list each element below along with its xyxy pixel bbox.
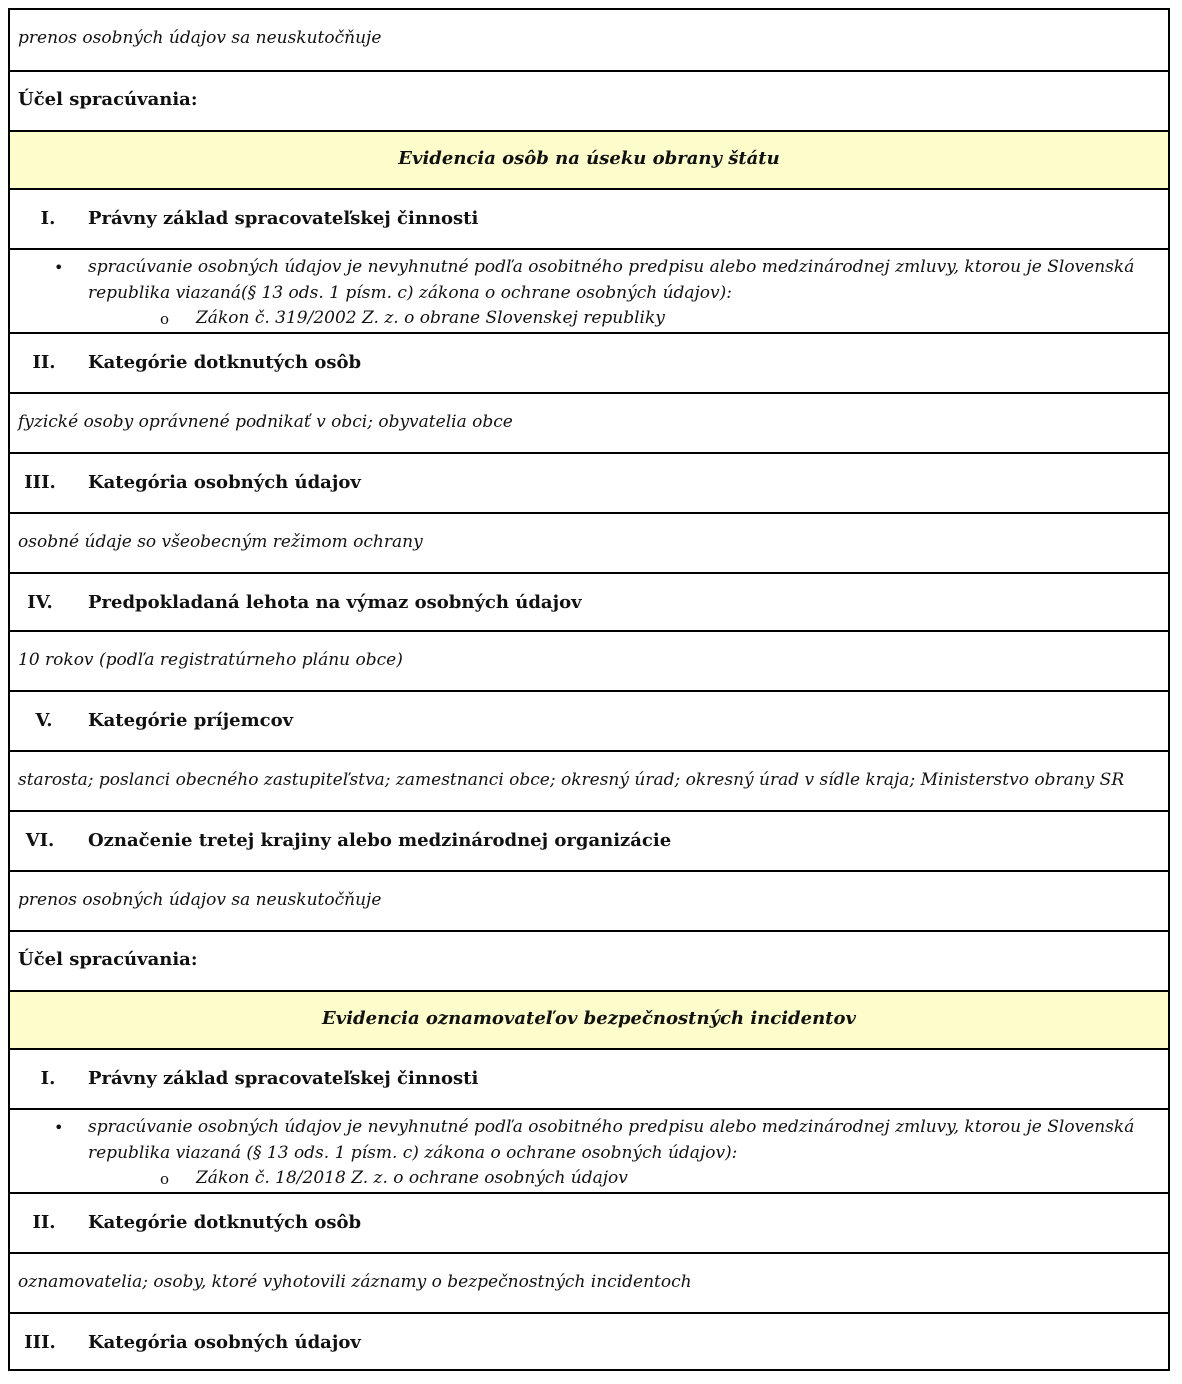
table-row [10,630,1168,690]
purpose-title: Evidencia osôb na úseku obrany štátu [398,148,780,169]
section-title: Kategória osobných údajov [88,1332,361,1353]
cell-text: starosta; poslanci obecného zastupiteľstva; zamestnanci obce; okresný úrad; okresný úrad v sídle kraja; Ministerstvo obrany SR [18,770,1125,790]
sub-bullet-marker: o [160,310,170,328]
table-row [10,750,1168,810]
section-number: I. [40,1068,56,1089]
table-row [10,1108,1168,1192]
section-number: I. [40,208,56,229]
table-row [10,392,1168,452]
cell-text: prenos osobných údajov sa neuskutočňuje [18,28,382,48]
cell-text: prenos osobných údajov sa neuskutočňuje [18,890,382,910]
bullet-marker: • [54,258,64,277]
cell-text: oznamovatelia; osoby, ktoré vyhotovili záznamy o bezpečnostných incidentoch [18,1272,692,1292]
legal-basis-text: spracúvanie osobných údajov je nevyhnutné podľa osobitného predpisu alebo medzinárodnej zmluvy, ktorou je Slovenská republika viazaná(§ 13 ods. 1 písm. c) zákona o ochrane osobných údajov): [88,257,1135,303]
table-row [10,512,1168,572]
records-table [8,8,1170,1371]
cell-text: 10 rokov (podľa registratúrneho plánu obce) [18,650,403,670]
table-row [10,70,1168,130]
legal-basis-law: Zákon č. 319/2002 Z. z. o obrane Slovenskej republiky [196,308,665,328]
section-heading [10,332,1168,392]
section-heading [10,690,1168,750]
purpose-title: Evidencia oznamovateľov bezpečnostných incidentov [322,1008,856,1029]
table-row [10,10,1168,70]
section-number: II. [32,352,56,373]
bullet-marker: • [54,1118,64,1137]
section-title: Právny základ spracovateľskej činnosti [88,1068,479,1089]
section-number: IV. [27,592,53,613]
purpose-band [10,990,1168,1048]
legal-basis-law: Zákon č. 18/2018 Z. z. o ochrane osobných údajov [196,1168,628,1188]
section-heading [10,452,1168,512]
section-heading [10,572,1168,630]
section-heading [10,1192,1168,1252]
cell-text: osobné údaje so všeobecným režimom ochrany [18,532,423,552]
section-number: V. [35,710,53,731]
section-title: Právny základ spracovateľskej činnosti [88,208,479,229]
sub-bullet-marker: o [160,1170,170,1188]
legal-basis-text: spracúvanie osobných údajov je nevyhnutné podľa osobitného predpisu alebo medzinárodnej zmluvy, ktorou je Slovenská republika viazaná (§ 13 ods. 1 písm. c) zákona o ochrane osobných údajov): [88,1117,1135,1163]
table-row [10,870,1168,930]
section-number: VI. [25,830,55,851]
section-title: Predpokladaná lehota na výmaz osobných údajov [88,592,582,613]
purpose-label: Účel spracúvania: [18,89,198,110]
section-title: Kategórie dotknutých osôb [88,1212,362,1233]
section-title: Označenie tretej krajiny alebo medzinárodnej organizácie [88,830,672,851]
section-title: Kategórie dotknutých osôb [88,352,362,373]
section-number: II. [32,1212,56,1233]
purpose-band [10,130,1168,188]
section-heading [10,1048,1168,1108]
section-heading [10,810,1168,870]
section-number: III. [24,1332,56,1353]
section-heading [10,1312,1168,1371]
table-row [10,930,1168,990]
cell-text: fyzické osoby oprávnené podnikať v obci; obyvatelia obce [18,412,513,432]
table-row [10,1252,1168,1312]
section-heading [10,188,1168,248]
purpose-label: Účel spracúvania: [18,949,198,970]
section-number: III. [24,472,56,493]
table-row [10,248,1168,332]
section-title: Kategória osobných údajov [88,472,361,493]
section-title: Kategórie príjemcov [88,710,294,731]
